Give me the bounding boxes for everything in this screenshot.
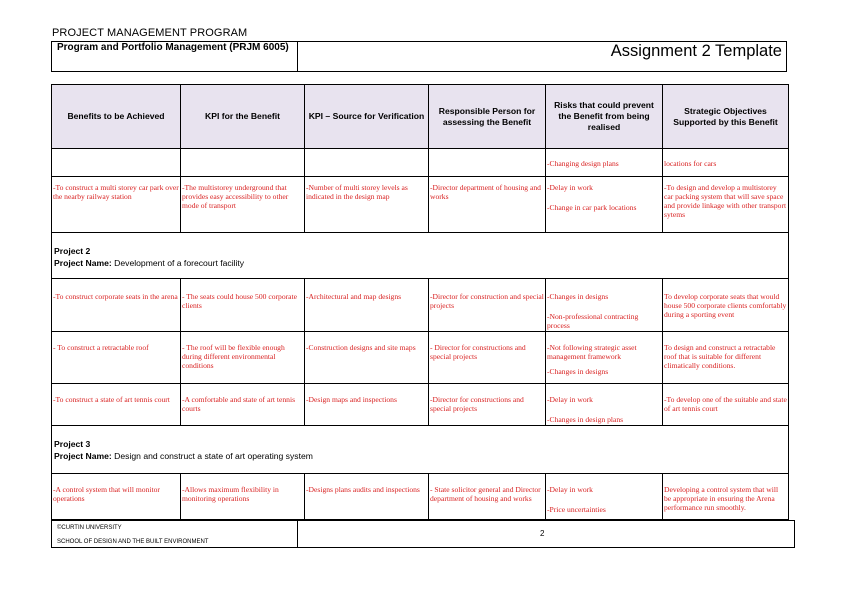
project-row [52,233,789,279]
table-cell: -To develop one of the suitable and state of art tennis court [664,395,787,413]
table-cell: -To design and develop a multistorey car packing system that will save space and provide linkage with other transport sytems [664,183,787,219]
table-row [52,149,789,177]
risk-item: -Non-professional contracting process [547,312,639,330]
column-header: KPI – Source for Verification [305,85,429,149]
footer-school: SCHOOL OF DESIGN AND THE BUILT ENVIRONMENT [57,539,209,545]
header-divider [297,41,298,72]
project-row [52,426,789,474]
table-header-row [52,85,789,149]
table-cell: -Number of multi storey levels as indicated in the design map [306,183,408,201]
table-cell: -Director for construction and special projects [430,292,544,310]
benefits-table [51,84,789,520]
project-label: Project 3 [54,439,91,449]
column-header: Responsible Person for assessing the Benefit [429,85,546,149]
risk-item: -Price uncertainties [547,505,606,514]
table-cell: -To construct a state of art tennis court [53,395,170,404]
program-title: PROJECT MANAGEMENT PROGRAM [52,27,248,39]
table-cell: -Construction designs and site maps [306,343,416,352]
table-cell: - The roof will be flexible enough during different environmental conditions [182,343,285,370]
risk-item: -Delay in work [547,485,593,494]
column-header: Risks that could prevent the Benefit from being realised [546,85,663,149]
table-cell: locations for cars [664,159,717,168]
risk-item: -Delay in work [547,183,593,192]
table-cell: To design and construct a retractable roof that is suitable for different climatically conditions. [664,343,776,370]
table-cell: To develop corporate seats that would house 500 corporate clients comfortably during a sporting event [664,292,787,319]
table-cell [305,149,428,151]
table-cell: -The multistorey underground that provides easy accessibility to other mode of transport [182,183,289,210]
table-cell: -Director department of housing and works [430,183,541,201]
table-cell: -Architectural and map designs [306,292,402,301]
risk-item: -Not following strategic asset management framework [547,343,637,361]
project-name-label: Project Name: [54,451,112,461]
table-row [52,177,789,233]
risk-item: -Changes in designs [547,292,609,301]
project-name-label: Project Name: [54,258,112,268]
table-cell: - To construct a retractable roof [53,343,149,352]
risk-item: -Delay in work [547,395,593,404]
risk-item: -Changes in designs [547,367,609,376]
project-name: Design and construct a state of art operating system [111,451,313,461]
table-cell: -To construct a multi storey car park over the nearby railway station [53,183,179,201]
footer-divider [297,520,298,548]
table-cell: - The seats could house 500 corporate clients [182,292,297,310]
table-row [52,384,789,426]
table-cell: -A control system that will monitor operations [53,485,160,503]
risk-item: -Change in car park locations [547,203,637,212]
table-cell [181,149,304,151]
table-cell: -Allows maximum flexibility in monitoring operations [182,485,279,503]
table-cell: -Changing design plans [547,159,619,168]
table-cell: - State solicitor general and Director department of housing and works [430,485,541,503]
assignment-title: Assignment 2 Template [610,42,782,60]
page-number: 2 [540,529,545,538]
table-cell [52,149,180,151]
table-cell: Developing a control system that will be appropriate in ensuring the Arena performance run smoothly. [664,485,779,512]
table-cell: -Designs plans audits and inspections [306,485,420,494]
table-cell: -A comfortable and state of art tennis courts [182,395,296,413]
course-title: Program and Portfolio Management (PRJM 6005) [57,42,289,53]
footer-university: ©CURTIN UNIVERSITY [57,525,122,531]
table-cell [429,149,545,151]
table-cell: -Director for constructions and special projects [430,395,524,413]
risk-item: -Changes in design plans [547,415,624,424]
table-row [52,279,789,332]
column-header: Strategic Objectives Supported by this Benefit [663,85,789,149]
project-name: Development of a forecourt facility [111,258,245,268]
column-header: KPI for the Benefit [181,85,305,149]
table-row [52,332,789,384]
table-cell: -To construct corporate seats in the arena [53,292,178,301]
table-cell: - Director for constructions and special projects [430,343,526,361]
table-row [52,474,789,520]
project-label: Project 2 [54,246,91,256]
table-cell: -Design maps and inspections [306,395,397,404]
column-header: Benefits to be Achieved [52,85,181,149]
